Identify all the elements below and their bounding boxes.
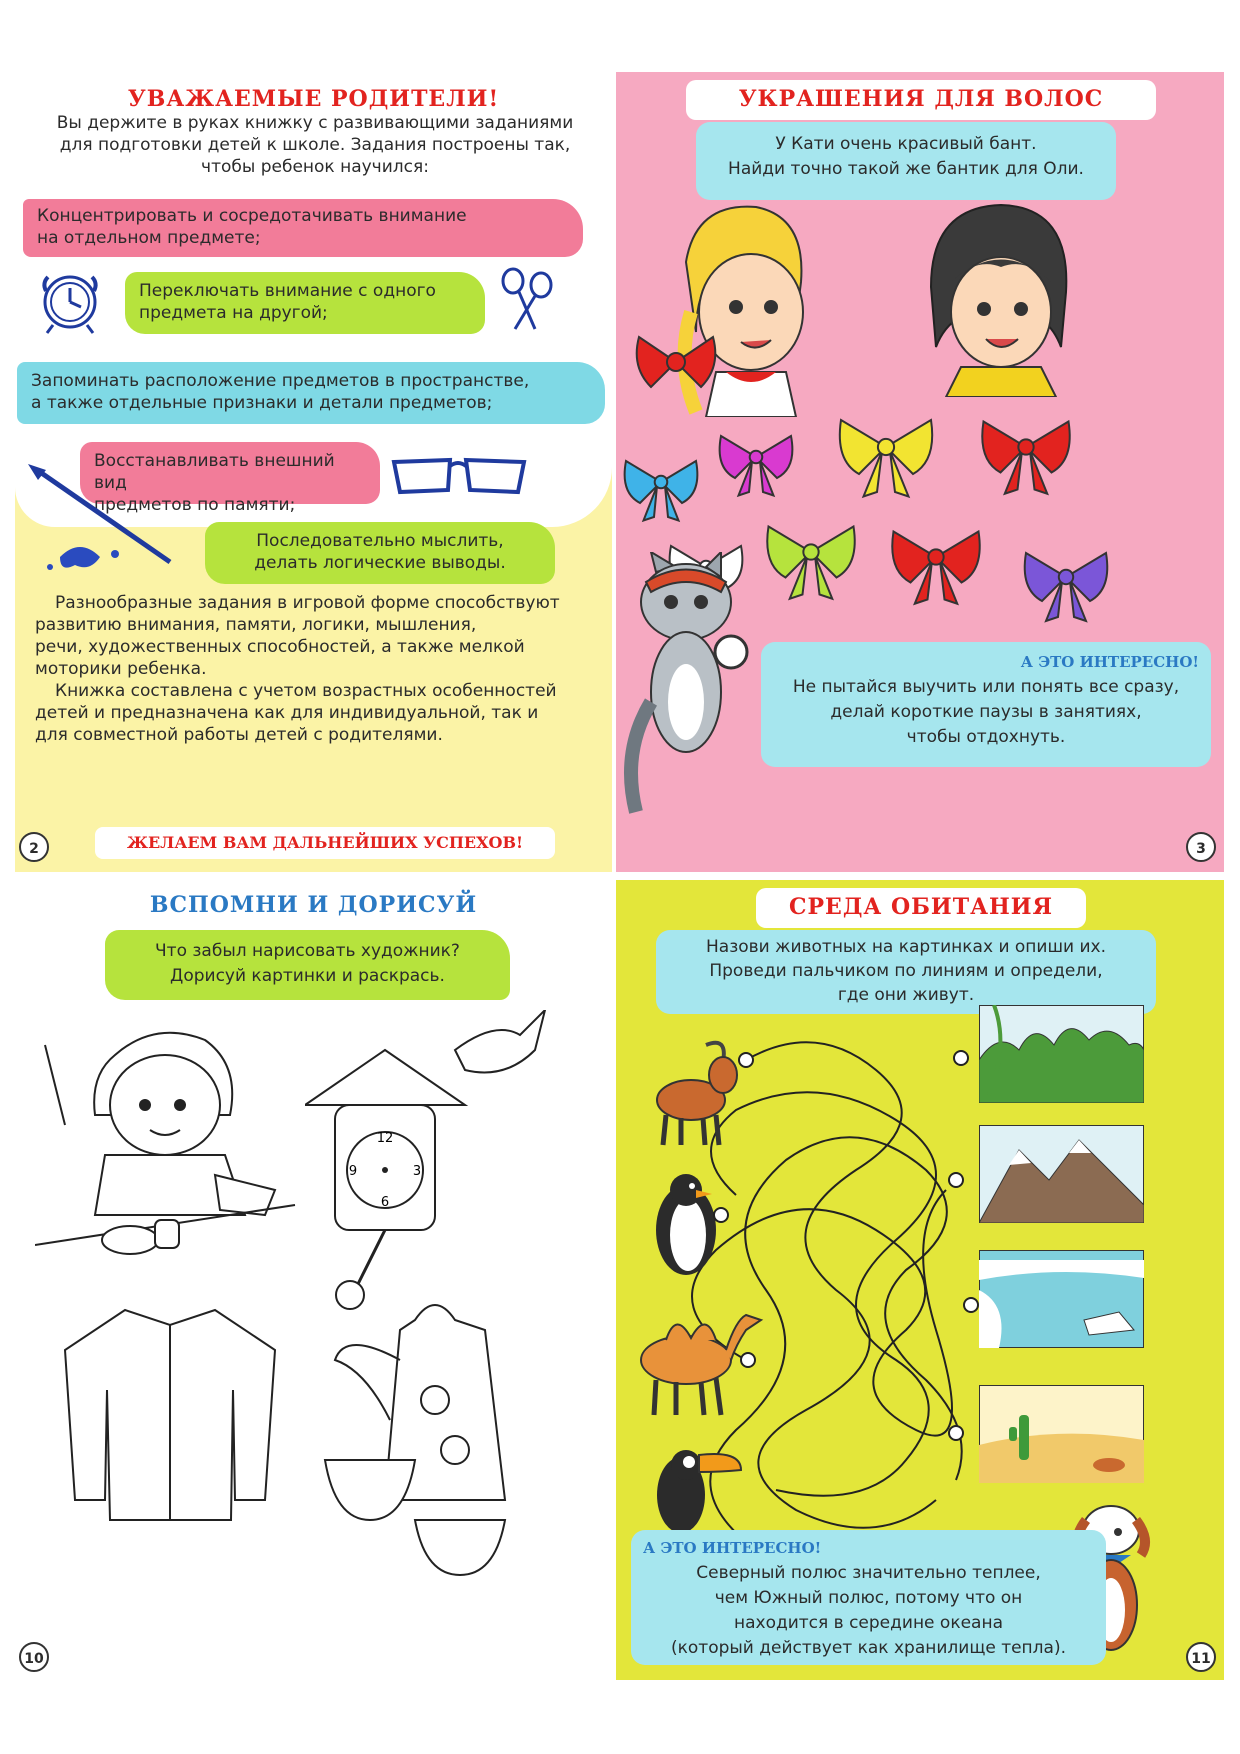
body-line: моторики ребенка. <box>35 659 207 679</box>
skill-line: на отдельном предмете; <box>37 228 261 248</box>
fact-line: находится в середине океана <box>733 1613 1003 1633</box>
fact-line: чтобы отдохнуть. <box>906 727 1066 747</box>
jacket-drawing <box>55 1300 285 1530</box>
fact-line: чем Южный полюс, потому что он <box>714 1588 1023 1608</box>
page-10 <box>15 880 612 1680</box>
page-2-title: УВАЖАЕМЫЕ РОДИТЕЛИ! <box>127 86 500 112</box>
intro-line: чтобы ребенок научился: <box>201 157 429 177</box>
body-line: речи, художественных способностей, а также мелкой <box>35 637 525 657</box>
fact-line: (который действует как хранилище тепла). <box>670 1638 1066 1658</box>
bow-option[interactable] <box>982 422 1069 494</box>
habitat-forest <box>979 1005 1144 1103</box>
bow-option[interactable] <box>767 527 854 599</box>
skill-strip-2 <box>125 272 485 334</box>
closing-text: ЖЕЛАЕМ ВАМ ДАЛЬНЕЙШИХ УСПЕХОВ! <box>95 827 555 859</box>
alarm-clock-icon <box>35 257 105 337</box>
body-line: детей и предназначена как для индивидуальной, так и <box>35 703 539 723</box>
cat-illustration <box>621 552 751 822</box>
bow-option[interactable] <box>625 461 698 521</box>
page-11 <box>616 880 1224 1680</box>
habitat-mountains <box>979 1125 1144 1223</box>
intro-line: Вы держите в руках книжку с развивающими заданиями <box>56 113 574 133</box>
fact-line: Не пытайся выучить или понять все сразу, <box>792 677 1180 697</box>
clock-number: 3 <box>412 1164 422 1179</box>
fact-heading: А ЭТО ИНТЕРЕСНО! <box>1020 653 1199 671</box>
body-text <box>35 592 595 746</box>
body-line: для совместной работы детей с родителями. <box>35 725 443 745</box>
habitat-desert <box>979 1385 1144 1483</box>
skill-line: Переключать внимание с одного <box>139 281 436 301</box>
task-line: где они живут. <box>837 985 975 1005</box>
scissors-icon <box>495 267 565 337</box>
bow-option[interactable] <box>892 532 979 604</box>
page-number: 2 <box>19 832 49 862</box>
skill-line: Концентрировать и сосредотачивать внимание <box>37 206 467 226</box>
task-line: Что забыл нарисовать художник? <box>155 941 460 961</box>
task-line: Дорисуй картинки и раскрась. <box>170 966 445 986</box>
skill-line: делать логические выводы. <box>254 553 506 573</box>
task-line: Назови животных на картинках и опиши их. <box>706 937 1106 957</box>
skill-line: Запоминать расположение предметов в пространстве, <box>31 371 530 391</box>
clock-number: 9 <box>348 1164 358 1179</box>
bow-option[interactable] <box>840 420 932 497</box>
page-number: 11 <box>1186 1642 1216 1672</box>
skill-line: Восстанавливать внешний вид <box>94 451 335 493</box>
page-3-title: УКРАШЕНИЯ ДЛЯ ВОЛОС <box>738 86 1104 112</box>
skill-strip-5 <box>205 522 555 584</box>
clock-number: 6 <box>380 1195 390 1210</box>
fact-bubble <box>631 1530 1106 1665</box>
skill-line: предмета на другой; <box>139 303 328 323</box>
task-box <box>105 930 510 1000</box>
task-line: У Кати очень красивый бант. <box>775 134 1037 154</box>
bow-option[interactable] <box>720 436 793 496</box>
body-line: Разнообразные задания в игровой форме способствуют <box>55 593 560 613</box>
intro-text <box>35 112 595 178</box>
fact-heading: А ЭТО ИНТЕРЕСНО! <box>643 1539 822 1557</box>
intro-line: для подготовки детей к школе. Задания построены так, <box>59 135 571 155</box>
task-line: Проведи пальчиком по линиям и определи, <box>709 961 1103 981</box>
teapot-set-drawing <box>305 1290 595 1580</box>
page-number: 3 <box>1186 832 1216 862</box>
page-10-title: ВСПОМНИ И ДОРИСУЙ <box>149 892 478 918</box>
glasses-icon <box>390 452 530 502</box>
skill-line: а также отдельные признаки и детали предметов; <box>31 393 493 413</box>
fact-bubble <box>761 642 1211 767</box>
body-line: Книжка составлена с учетом возрастных особенностей <box>55 681 557 701</box>
paintbrush-icon <box>20 462 190 582</box>
fact-line: делай короткие паузы в занятиях, <box>830 702 1142 722</box>
girl-sewing-drawing <box>35 1015 305 1265</box>
fact-line: Северный полюс значительно теплее, <box>696 1563 1041 1583</box>
habitat-arctic <box>979 1250 1144 1348</box>
clock-number: 12 <box>376 1131 394 1146</box>
page-2 <box>15 72 612 872</box>
cuckoo-clock-drawing <box>305 1010 555 1310</box>
skill-strip-1 <box>23 199 583 257</box>
page-number: 10 <box>19 1642 49 1672</box>
skill-line: Последовательно мыслить, <box>256 531 504 551</box>
skill-strip-3 <box>17 362 605 424</box>
bow-option[interactable] <box>1025 553 1108 621</box>
page-3 <box>616 72 1224 872</box>
skill-line: предметов по памяти; <box>94 495 296 515</box>
page-11-title: СРЕДА ОБИТАНИЯ <box>789 894 1053 920</box>
body-line: развитию внимания, памяти, логики, мышления, <box>35 615 477 635</box>
task-line: Найди точно такой же бантик для Оли. <box>728 159 1084 179</box>
